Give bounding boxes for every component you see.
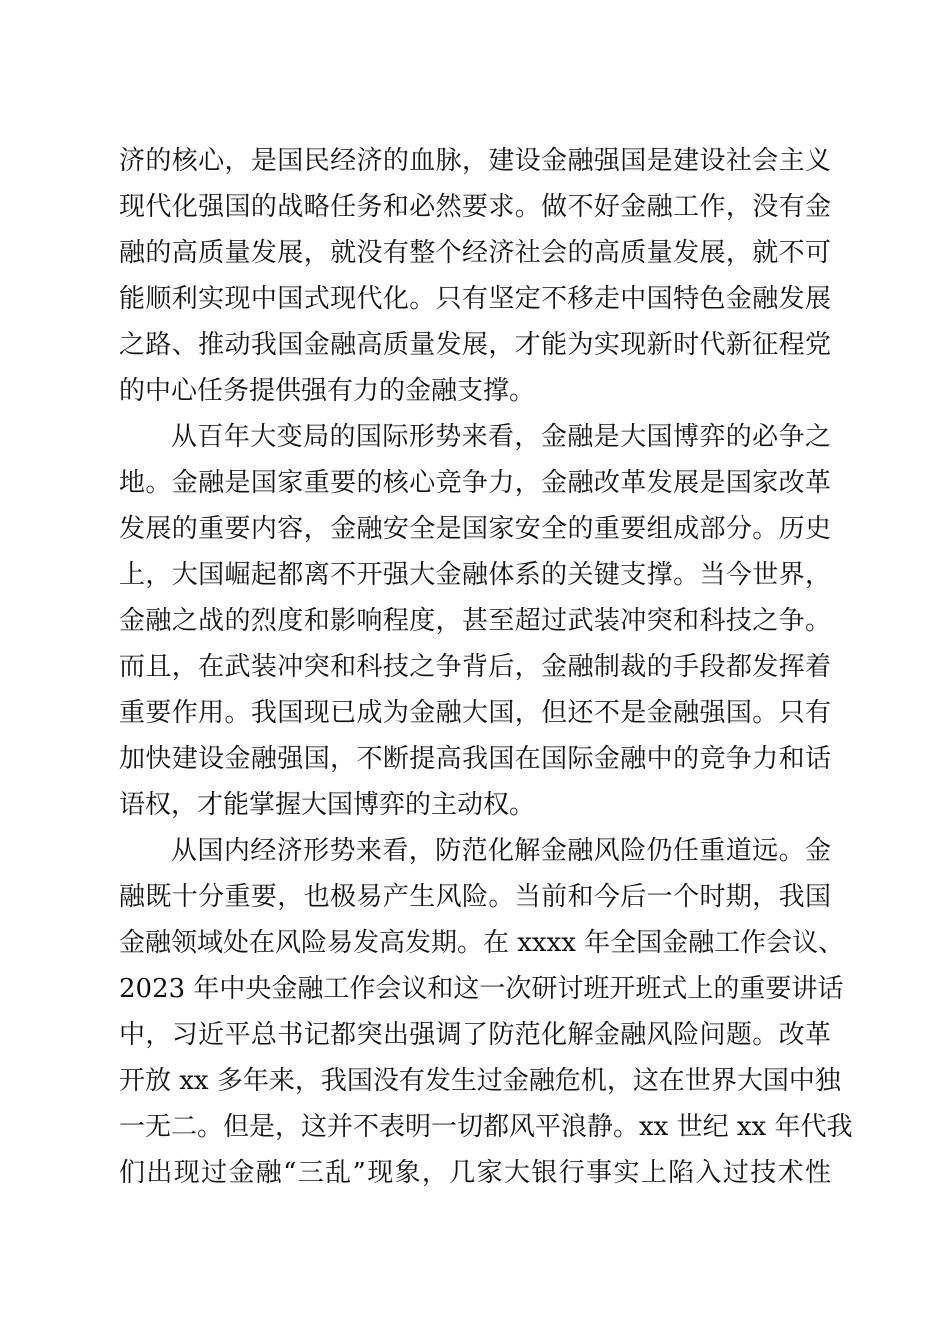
text-line: 融既十分重要，也极易产生风险。当前和今后一个时期，我国 bbox=[119, 882, 831, 912]
text-line: 地。金融是国家重要的核心竞争力，金融改革发展是国家改革 bbox=[119, 468, 831, 498]
text-line: 之路、推动我国金融高质量发展，才能为实现新时代新征程党 bbox=[119, 330, 831, 360]
text-line: 济的核心，是国民经济的血脉，建设金融强国是建设社会主义 bbox=[119, 146, 831, 176]
text-line: 上，大国崛起都离不开强大金融体系的关键支撑。当今世界， bbox=[119, 560, 831, 590]
text-line: 2023 年中央金融工作会议和这一次研讨班开班式上的重要讲话 bbox=[119, 974, 844, 1004]
text-line: 中，习近平总书记都突出强调了防范化解金融风险问题。改革 bbox=[119, 1020, 831, 1050]
text-line: 融的高质量发展，就没有整个经济社会的高质量发展，就不可 bbox=[119, 238, 831, 268]
text-line: 能顺利实现中国式现代化。只有坚定不移走中国特色金融发展 bbox=[119, 284, 831, 314]
text-line: 现代化强国的战略任务和必然要求。做不好金融工作，没有金 bbox=[119, 192, 831, 222]
text-line: 重要作用。我国现已成为金融大国，但还不是金融强国。只有 bbox=[119, 698, 831, 728]
text-line: 开放 xx 多年来，我国没有发生过金融危机，这在世界大国中独 bbox=[119, 1066, 841, 1096]
text-line: 而且，在武装冲突和科技之争背后，金融制裁的手段都发挥着 bbox=[119, 652, 831, 682]
text-line: 加快建设金融强国，不断提高我国在国际金融中的竞争力和话 bbox=[119, 744, 831, 774]
text-line: 发展的重要内容，金融安全是国家安全的重要组成部分。历史 bbox=[119, 514, 831, 544]
text-line: 语权，才能掌握大国博弈的主动权。 bbox=[119, 790, 536, 820]
text-line: 们出现过金融“三乱”现象，几家大银行事实上陷入过技术性 bbox=[119, 1158, 831, 1188]
text-line: 金融之战的烈度和影响程度，甚至超过武装冲突和科技之争。 bbox=[119, 606, 831, 636]
text-line: 一无二。但是，这并不表明一切都风平浪静。xx 世纪 xx 年代我 bbox=[119, 1112, 853, 1142]
paragraph-first-line: 从国内经济形势来看，防范化解金融风险仍任重道远。金 bbox=[171, 836, 831, 866]
text-line: 金融领域处在风险易发高发期。在 xxxx 年全国金融工作会议、 bbox=[119, 928, 845, 958]
text-line: 的中心任务提供强有力的金融支撑。 bbox=[119, 376, 536, 406]
paragraph-first-line: 从百年大变局的国际形势来看，金融是大国博弈的必争之 bbox=[171, 422, 831, 452]
